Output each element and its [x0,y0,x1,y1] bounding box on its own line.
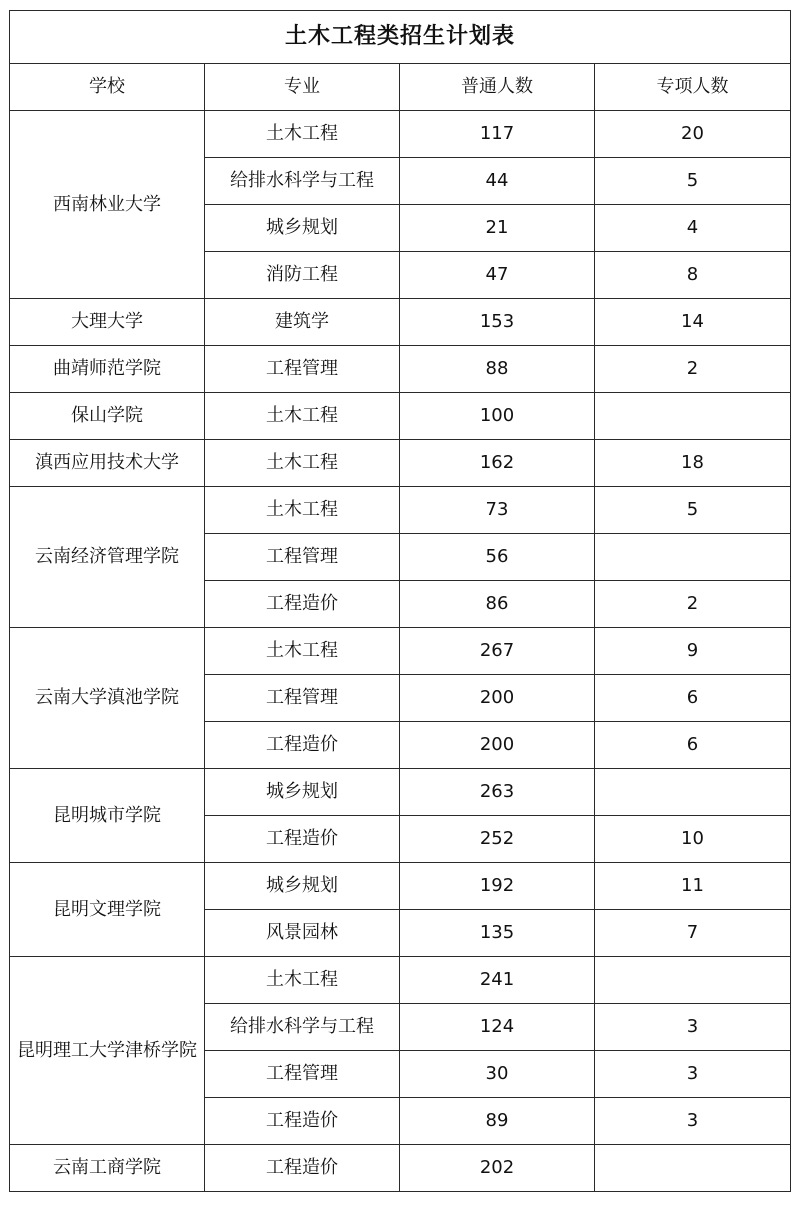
major-cell: 土木工程 [205,487,400,534]
special-count-cell: 6 [595,722,791,769]
school-cell: 滇西应用技术大学 [10,440,205,487]
regular-count-cell: 100 [400,393,595,440]
special-count-cell: 2 [595,581,791,628]
regular-count-cell: 192 [400,863,595,910]
table-row [10,299,791,346]
regular-count-cell: 202 [400,1145,595,1192]
special-count-cell: 5 [595,158,791,205]
major-cell: 给排水科学与工程 [205,1004,400,1051]
regular-count-cell: 21 [400,205,595,252]
column-header-school: 学校 [10,64,205,111]
special-count-cell [595,393,791,440]
page-margin [0,1200,800,1216]
table-row [10,1145,791,1192]
regular-count-cell: 56 [400,534,595,581]
major-cell: 工程管理 [205,534,400,581]
table-row [10,769,791,816]
school-cell: 大理大学 [10,299,205,346]
major-cell: 建筑学 [205,299,400,346]
school-cell: 保山学院 [10,393,205,440]
special-count-cell: 4 [595,205,791,252]
special-count-cell: 3 [595,1098,791,1145]
school-cell: 昆明文理学院 [10,863,205,957]
major-cell: 工程造价 [205,1145,400,1192]
major-cell: 城乡规划 [205,863,400,910]
regular-count-cell: 241 [400,957,595,1004]
regular-count-cell: 44 [400,158,595,205]
table-row [10,393,791,440]
major-cell: 工程管理 [205,675,400,722]
column-header-regular: 普通人数 [400,64,595,111]
special-count-cell [595,534,791,581]
special-count-cell [595,957,791,1004]
special-count-cell: 10 [595,816,791,863]
regular-count-cell: 124 [400,1004,595,1051]
major-cell: 工程管理 [205,346,400,393]
major-cell: 工程造价 [205,1098,400,1145]
table-row [10,111,791,158]
school-cell: 云南经济管理学院 [10,487,205,628]
regular-count-cell: 135 [400,910,595,957]
column-header-major: 专业 [205,64,400,111]
major-cell: 土木工程 [205,628,400,675]
special-count-cell: 3 [595,1051,791,1098]
table-row [10,487,791,534]
regular-count-cell: 252 [400,816,595,863]
table-row [10,346,791,393]
major-cell: 土木工程 [205,111,400,158]
major-cell: 工程管理 [205,1051,400,1098]
major-cell: 土木工程 [205,440,400,487]
special-count-cell [595,1145,791,1192]
special-count-cell: 9 [595,628,791,675]
major-cell: 工程造价 [205,581,400,628]
major-cell: 工程造价 [205,816,400,863]
table-body [10,111,791,1192]
special-count-cell: 18 [595,440,791,487]
regular-count-cell: 200 [400,722,595,769]
major-cell: 风景园林 [205,910,400,957]
regular-count-cell: 30 [400,1051,595,1098]
special-count-cell: 14 [595,299,791,346]
special-count-cell: 5 [595,487,791,534]
regular-count-cell: 162 [400,440,595,487]
special-count-cell [595,769,791,816]
special-count-cell: 11 [595,863,791,910]
school-cell: 曲靖师范学院 [10,346,205,393]
special-count-cell: 2 [595,346,791,393]
major-cell: 城乡规划 [205,769,400,816]
regular-count-cell: 200 [400,675,595,722]
special-count-cell: 8 [595,252,791,299]
major-cell: 消防工程 [205,252,400,299]
school-cell: 昆明城市学院 [10,769,205,863]
table-row [10,863,791,910]
school-cell: 昆明理工大学津桥学院 [10,957,205,1145]
school-cell: 云南工商学院 [10,1145,205,1192]
special-count-cell: 20 [595,111,791,158]
regular-count-cell: 47 [400,252,595,299]
table-row [10,957,791,1004]
major-cell: 给排水科学与工程 [205,158,400,205]
regular-count-cell: 73 [400,487,595,534]
enrollment-plan-table [9,10,791,1192]
special-count-cell: 3 [595,1004,791,1051]
special-count-cell: 6 [595,675,791,722]
table-row [10,440,791,487]
regular-count-cell: 263 [400,769,595,816]
school-cell: 西南林业大学 [10,111,205,299]
major-cell: 土木工程 [205,957,400,1004]
regular-count-cell: 88 [400,346,595,393]
major-cell: 工程造价 [205,722,400,769]
regular-count-cell: 89 [400,1098,595,1145]
major-cell: 城乡规划 [205,205,400,252]
regular-count-cell: 153 [400,299,595,346]
column-header-special: 专项人数 [595,64,791,111]
table-title: 土木工程类招生计划表 [10,11,791,64]
regular-count-cell: 86 [400,581,595,628]
major-cell: 土木工程 [205,393,400,440]
table-row [10,628,791,675]
regular-count-cell: 117 [400,111,595,158]
special-count-cell: 7 [595,910,791,957]
regular-count-cell: 267 [400,628,595,675]
school-cell: 云南大学滇池学院 [10,628,205,769]
